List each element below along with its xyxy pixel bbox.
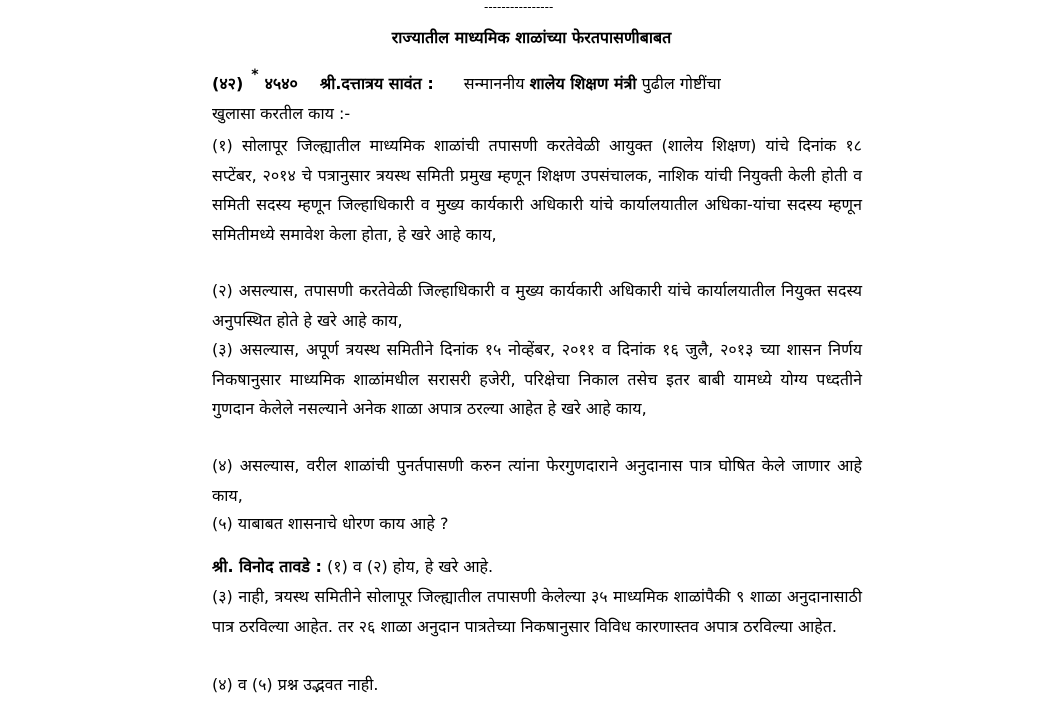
question-part-3: (३) असल्यास, अपूर्ण त्रयस्थ समितीने दिनांक १५ नोव्हेंबर, २०११ व दिनांक १६ जुलै, २०१३ च्या शासन निर्णय निकषानुसार माध्यमिक शाळांमधील सरासरी हजेरी, परिक्षेचा निकाल तसेच इतर बाबी यामध्ये योग्य पध्दतीने गुणदान केलेले नसल्याने अनेक शाळा अपात्र ठरल्या आहेत हे खरे आहे काय, [212, 340, 862, 419]
answer-line-3: (४) व (५) प्रश्न उद्भवत नाही. [212, 675, 379, 694]
question-header [212, 69, 862, 100]
member-name: श्री.दत्तात्रय सावंत : [319, 74, 434, 93]
question-part-1: (१) सोलापूर जिल्ह्यातील माध्यमिक शाळांची तपासणी करतेवेळी आयुक्त (शालेय शिक्षण) यांचे दिनांक १८ सप्टेंबर, २०१४ चे पत्रानुसार त्रयस्थ समिती प्रमुख म्हणून शिक्षण उपसंचालक, नाशिक यांची नियुक्ती केली होती व समिती सदस्य म्हणून जिल्हाधिकारी व मुख्य कार्यकारी अधिकारी यांचे कार्यालयातील अधिका-यांचा सदस्य म्हणून समितीमध्ये समावेश केला होता, हे खरे आहे काय, [212, 136, 862, 244]
minister-title: शालेय शिक्षण मंत्री [529, 74, 637, 93]
answer-line-2: (३) नाही, त्रयस्थ समितीने सोलापूर जिल्ह्यातील तपासणी केलेल्या ३५ माध्यमिक शाळांपैकी ९ शाळा अनुदानासाठी पात्र ठरविल्या आहेत. तर २६ शाळा अनुदान पात्रतेच्या निकषानुसार विविध कारणास्तव अपात्र ठरविल्या आहेत. [212, 587, 862, 636]
question-number: (४२) [212, 74, 244, 93]
question-part-2: (२) असल्यास, तपासणी करतेवेळी जिल्हाधिकारी व मुख्य कार्यकारी अधिकारी यांचे कार्यालयातील नियुक्त सदस्य अनुपस्थित होते हे खरे आहे काय, [212, 281, 862, 330]
separator-rule: ---------------- [484, 0, 554, 14]
answer-text-1: (१) व (२) होय, हे खरे आहे. [327, 557, 494, 576]
answer-line-1 [212, 552, 862, 582]
intro-text-end: पुढील गोष्टींचा [641, 74, 721, 93]
question-code: ४५४० [264, 74, 298, 93]
document-title: राज्यातील माध्यमिक शाळांच्या फेरतपासणीबाबत [391, 28, 672, 47]
answer-minister: श्री. विनोद तावडे : [212, 557, 322, 576]
intro-text: सन्माननीय [463, 74, 525, 93]
question-part-5: (५) याबाबत शासनाचे धोरण काय आहे ? [212, 514, 449, 533]
question-part-4: (४) असल्यास, वरील शाळांची पुनर्तपासणी करुन त्यांना फेरगुणदाराने अनुदानास पात्र घोषित केले जाणार आहे काय, [212, 456, 862, 505]
intro-line-2: खुलासा करतील काय :- [212, 104, 351, 123]
starred-mark: * [251, 67, 259, 83]
